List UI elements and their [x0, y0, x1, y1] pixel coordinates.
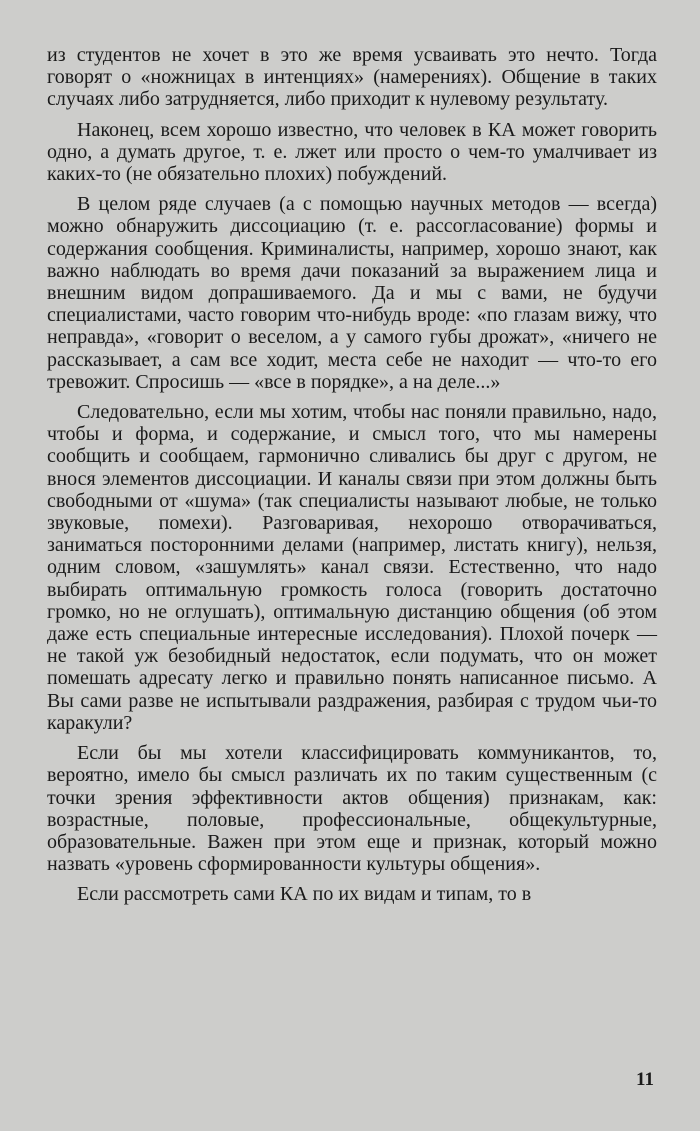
paragraph-5: Если бы мы хотели классифицировать коммуникантов, то, вероятно, имело бы смысл различать их по таким существенным (с точки зрения эффективности актов общения) признакам, как: возрастные, половые, профессиональные, общекультурные, образовательные. Важен при этом еще и признак, который можно назвать «уровень сформированности культуры общения».: [47, 742, 657, 876]
paragraph-2: Наконец, всем хорошо известно, что человек в КА может говорить одно, а думать другое, т. е. лжет или просто о чем-то умалчивает из каких-то (не обязательно плохих) побуждений.: [47, 118, 657, 186]
paragraph-4: Следовательно, если мы хотим, чтобы нас поняли правильно, надо, чтобы и форма, и содержание, и смысл того, что мы намерены сообщить и сообщаем, гармонично сливались бы друг с другом, не внося элементов диссоциации. И каналы связи при этом должны быть свободными от «шума» (так специалисты называют любые, не только звуковые, помехи). Разговаривая, нехорошо отворачиваться, заниматься посторонними делами (например, листать книгу), нельзя, одним словом, «зашумлять» канал связи. Естественно, что надо выбирать оптимальную громкость голоса (говорить достаточно громко, но не оглушать), оптимальную дистанцию общения (об этом даже есть специальные интересные исследования). Плохой почерк — не такой уж безобидный недостаток, если подумать, что он может помешать адресату легко и правильно понять написанное письмо. А Вы сами разве не испытывали раздражения, разбирая с трудом чьи-то каракули?: [47, 401, 657, 734]
page-number: 11: [636, 1069, 654, 1090]
paragraph-6: Если рассмотреть сами КА по их видам и типам, то в: [77, 883, 532, 906]
paragraph-3: В целом ряде случаев (а с помощью научных методов — всегда) можно обнаружить диссоциацию (т. е. рассогласование) формы и содержания сообщения. Криминалисты, например, хорошо знают, как важно наблюдать во время дачи показаний за выражением лица и внешним видом допрашиваемого. Да и мы с вами, не будучи специалистами, часто говорим что-нибудь вроде: «по глазам вижу, что неправда», «говорит о веселом, а у самого губы дрожат», «ничего не рассказывает, а сам все ходит, места себе не находит — что-то его тревожит. Спросишь — «все в порядке», а на деле...»: [47, 193, 657, 393]
page-body: [47, 44, 657, 914]
paragraph-1: из студентов не хочет в это же время усваивать это нечто. Тогда говорят о «ножницах в интенциях» (намерениях). Общение в таких случаях либо затрудняется, либо приходит к нулевому результату.: [47, 44, 657, 111]
